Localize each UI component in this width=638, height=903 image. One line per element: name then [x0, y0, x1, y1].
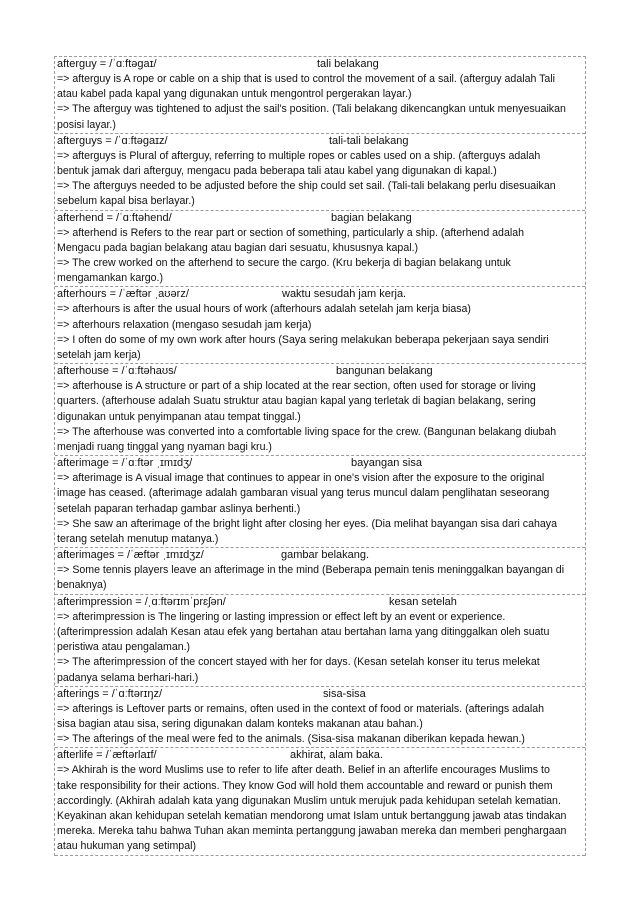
entry-headline [57, 134, 582, 149]
entry-headline [57, 548, 582, 563]
entry-headline [57, 687, 582, 702]
definition-line: bentuk jamak dari afterguy, mengacu pada beberapa tali atau kabel yang digunakan di kapal.) [57, 165, 497, 178]
translation: bangunan belakang [336, 365, 433, 378]
definition-line: accordingly. (Akhirah adalah kata yang digunakan Muslim untuk merujuk pada kehidupan setelah kematian. [57, 794, 561, 807]
definition-line: => The crew worked on the afterhend to secure the cargo. (Kru bekerja di bagian belakang untuk [57, 257, 511, 270]
translation: bayangan sisa [351, 457, 422, 470]
entry-headline [57, 748, 582, 763]
headword-pronunciation: afterings = /ˈɑːftərɪŋz/ [57, 687, 163, 700]
definition-line: quarters. (afterhouse adalah Suatu struktur atau bagian kapal yang terletak di bagian belakang, sering [57, 395, 536, 408]
definition-line: padanya selama berhari-hari.) [57, 671, 199, 684]
definition-line: mengamankan kargo.) [57, 272, 163, 285]
dictionary-entry [55, 687, 585, 749]
entry-headline [57, 456, 582, 471]
definition-line: => afterhours is after the usual hours of work (afterhours adalah setelah jam kerja biasa) [57, 303, 471, 316]
definition-line: => afterhours relaxation (mengaso sesudah jam kerja) [57, 318, 312, 331]
entry-headline [57, 595, 582, 610]
headword-pronunciation: afterguy = /ˈɑːftəgaɪ/ [57, 58, 157, 70]
definition-line: => afterguy is A rope or cable on a ship that is used to control the movement of a sail. (afterguy adalah Tali [57, 73, 556, 85]
translation: waktu sesudah jam kerja. [282, 288, 407, 301]
headword-pronunciation: afterimpression = /ˌɑːftərɪmˈprɛʃən/ [57, 595, 226, 608]
headword-pronunciation: afterlife = /ˈæftərlaɪf/ [57, 749, 157, 762]
definition-line: atau kabel pada kapal yang digunakan untuk mengontrol pergerakan layar.) [57, 88, 412, 101]
definition-line: sisa bagian atau sisa, sering digunakan dalam konteks makanan atau bahan.) [57, 717, 423, 730]
definition-line: => I often do some of my own work after hours (Saya sering melakukan beberapa pekerjaan saya sendiri [57, 333, 549, 346]
definition-line: => afterimpression is The lingering or lasting impression or effect left by an event or experience. [57, 610, 506, 623]
headword-pronunciation: afterimage = /ˈɑːftər ˌɪmɪdʒ/ [57, 457, 193, 470]
headword-pronunciation: afterhouse = /ˈɑːftəhaʊs/ [57, 365, 177, 378]
definition-line: => The afterguy was tightened to adjust the sail's position. (Tali belakang dikencangkan untuk menyesuaikan [57, 103, 566, 116]
definition-line: => afterings is Leftover parts or remains, often used in the context of food or materials. (afterings adalah [57, 702, 544, 715]
definition-line: => She saw an afterimage of the bright light after closing her eyes. (Dia melihat bayangan sisa dari cahaya [57, 517, 557, 530]
dictionary-entry [55, 456, 585, 548]
definition-line: take responsibility for their actions. They know God will hold them accountable and reward or punish them [57, 779, 553, 792]
definition-line: (afterimpression adalah Kesan atau efek yang bertahan atau bertahan lama yang ditinggalkan oleh suatu [57, 625, 550, 638]
definition-line: => The afterings of the meal were fed to the animals. (Sisa-sisa makanan diberikan kepada hewan.) [57, 733, 525, 746]
definition-line: => afterhouse is A structure or part of a ship located at the rear section, often used for storage or living [57, 380, 536, 393]
translation: tali-tali belakang [329, 134, 409, 147]
headword-pronunciation: afterhours = /ˈæftər ˌaʊərz/ [57, 288, 189, 301]
definition-line: => afterimage is A visual image that continues to appear in one's vision after the exposure to the original [57, 472, 545, 485]
definition-line: terang setelah menutup matanya.) [57, 533, 219, 546]
definition-line: digunakan untuk penyimpanan atau tempat tinggal.) [57, 410, 301, 423]
entry-headline [57, 57, 582, 72]
definition-line: => The afterhouse was converted into a comfortable living space for the crew. (Bangunan belakang diubah [57, 425, 557, 438]
translation: tali belakang [317, 58, 379, 70]
definition-line: => The afterimpression of the concert stayed with her for days. (Kesan setelah konser itu terus melekat [57, 656, 540, 669]
translation: akhirat, alam baka. [290, 749, 383, 762]
headword-pronunciation: afterimages = /ˈæftər ˌɪmɪdʒz/ [57, 549, 204, 562]
translation: bagian belakang [331, 211, 412, 224]
dictionary-entry [55, 595, 585, 687]
entry-headline [57, 211, 582, 226]
dictionary-entry [55, 548, 585, 594]
translation: kesan setelah [389, 595, 457, 608]
dictionary-entry [55, 364, 585, 456]
definition-line: => The afterguys needed to be adjusted before the ship could set sail. (Tali-tali belakang perlu disesuaikan [57, 180, 556, 193]
dictionary-entry [55, 57, 585, 134]
definition-line: peristiwa atau pengalaman.) [57, 641, 191, 654]
definition-line: setelah paparan terhadap gambar aslinya berhenti.) [57, 502, 301, 515]
entry-headline [57, 287, 582, 302]
definition-line: => afterhend is Refers to the rear part or section of something, particularly a ship. (afterhend adalah [57, 226, 524, 239]
definition-line: atau hukuman yang setimpal) [57, 840, 196, 853]
definition-line: Keyakinan akan kehidupan setelah kematian mendorong umat Islam untuk bertanggung jawab atas tindakan [57, 809, 567, 822]
dictionary-entry [55, 211, 585, 288]
dictionary-sheet [54, 56, 586, 856]
definition-line: posisi layar.) [57, 118, 116, 131]
headword-pronunciation: afterguys = /ˈɑːftəgaɪz/ [57, 134, 168, 147]
definition-line: sebelum kapal bisa berlayar.) [57, 195, 195, 208]
dictionary-entry [55, 748, 585, 855]
definition-line: => afterguys is Plural of afterguy, referring to multiple ropes or cables used on a ship. (afterguys adalah [57, 149, 541, 162]
definition-line: setelah jam kerja) [57, 349, 141, 362]
dictionary-entry [55, 134, 585, 211]
headword-pronunciation: afterhend = /ˈɑːftəhend/ [57, 211, 172, 224]
definition-line: => Akhirah is the word Muslims use to refer to life after death. Belief in an afterlife encourages Muslims to [57, 764, 550, 777]
definition-line: mereka. Mereka tahu bahwa Tuhan akan meminta pertanggung jawaban mereka dan memberi penghargaan [57, 825, 567, 838]
definition-line: benaknya) [57, 579, 107, 592]
definition-line: Mengacu pada bagian belakang atau bagian dari sesuatu, khususnya kapal.) [57, 241, 419, 254]
translation: gambar belakang. [281, 549, 370, 562]
dictionary-entry [55, 287, 585, 364]
entry-headline [57, 364, 582, 379]
definition-line: menjadi ruang tinggal yang nyaman bagi kru.) [57, 441, 272, 454]
definition-line: => Some tennis players leave an afterimage in the mind (Beberapa pemain tenis meninggalkan bayangan di [57, 564, 565, 577]
translation: sisa-sisa [323, 687, 366, 700]
definition-line: image has ceased. (afterimage adalah gambaran visual yang terus muncul dalam penglihatan seseorang [57, 487, 550, 500]
